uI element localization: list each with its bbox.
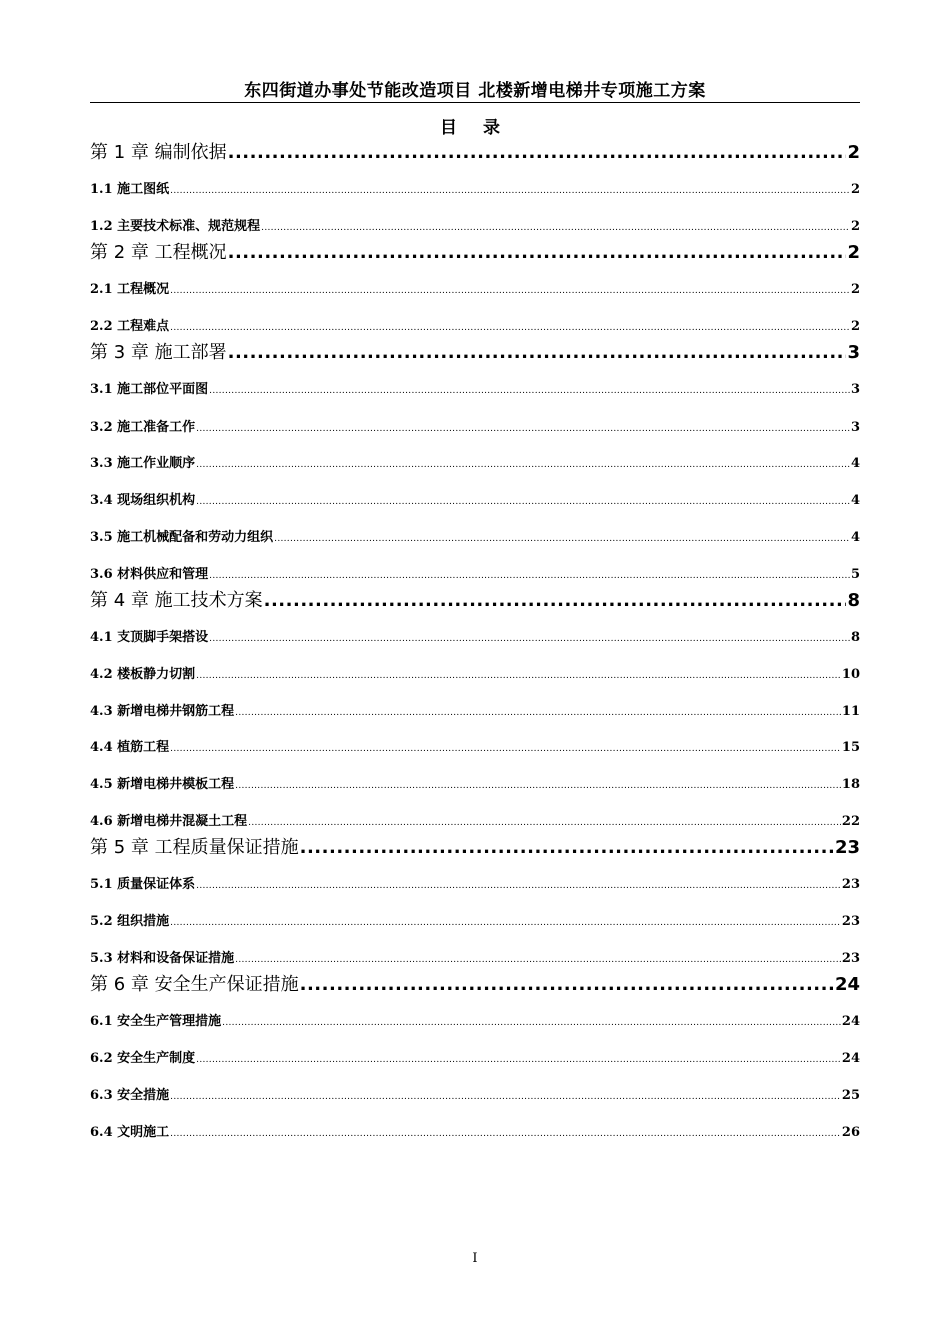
toc-section-entry[interactable] (90, 180, 860, 200)
toc-entry-page: 15 (841, 740, 860, 755)
toc-dot-leader (170, 913, 841, 933)
toc-chapter-entry[interactable] (90, 340, 860, 366)
toc-section-entry[interactable] (90, 628, 860, 648)
toc-entry-page: 11 (841, 704, 860, 719)
toc-entry-label: 第 2 章 工程概况 (90, 242, 227, 263)
toc-dot-leader (196, 1050, 841, 1070)
toc-entry-page: 23 (834, 837, 860, 858)
toc-entry-page: 23 (841, 951, 860, 966)
toc-dot-leader (209, 629, 850, 649)
toc-dot-leader (248, 813, 841, 833)
toc-dot-leader (274, 529, 850, 549)
toc-dot-leader (235, 703, 841, 723)
toc-chapter-entry[interactable] (90, 835, 860, 861)
toc-entry-page: 2 (850, 219, 860, 234)
toc-entry-label: 3.5 施工机械配备和劳动力组织 (90, 530, 274, 545)
toc-dot-leader (196, 419, 850, 439)
toc-dot-leader (170, 1124, 841, 1144)
toc-dot-leader (170, 181, 850, 201)
toc-section-entry[interactable] (90, 949, 860, 969)
toc-entry-label: 4.2 楼板静力切割 (90, 667, 196, 682)
toc-section-entry[interactable] (90, 1086, 860, 1106)
toc-dot-leader (170, 1087, 841, 1107)
toc-section-entry[interactable] (90, 217, 860, 237)
toc-dot-leader (235, 950, 841, 970)
toc-dot-leader (228, 240, 847, 266)
toc-entry-label: 5.1 质量保证体系 (90, 877, 196, 892)
toc-section-entry[interactable] (90, 912, 860, 932)
toc-entry-page: 5 (850, 567, 860, 582)
toc-dot-leader (170, 739, 841, 759)
toc-entry-label: 3.6 材料供应和管理 (90, 567, 209, 582)
toc-dot-leader (170, 281, 850, 301)
toc-entry-label: 6.4 文明施工 (90, 1125, 170, 1140)
toc-section-entry[interactable] (90, 280, 860, 300)
toc-entry-page: 4 (850, 493, 860, 508)
toc-dot-leader (228, 340, 847, 366)
toc-entry-label: 第 3 章 施工部署 (90, 342, 227, 363)
header-divider (90, 102, 860, 103)
toc-entry-page: 24 (841, 1051, 860, 1066)
toc-entry-label: 4.1 支顶脚手架搭设 (90, 630, 209, 645)
toc-section-entry[interactable] (90, 1012, 860, 1032)
toc-section-entry[interactable] (90, 565, 860, 585)
page-number: I (472, 1251, 478, 1266)
toc-entry-page: 4 (850, 456, 860, 471)
toc-entry-label: 第 4 章 施工技术方案 (90, 590, 263, 611)
toc-entry-page: 22 (841, 814, 860, 829)
toc-entry-label: 3.3 施工作业顺序 (90, 456, 196, 471)
toc-section-entry[interactable] (90, 738, 860, 758)
toc-dot-leader (235, 776, 841, 796)
toc-entry-label: 3.4 现场组织机构 (90, 493, 196, 508)
toc-dot-leader (264, 588, 847, 614)
toc-entry-label: 5.2 组织措施 (90, 914, 170, 929)
toc-entry-label: 6.1 安全生产管理措施 (90, 1014, 222, 1029)
toc-entry-label: 4.4 植筋工程 (90, 740, 170, 755)
toc-dot-leader (196, 876, 841, 896)
toc-dot-leader (209, 381, 850, 401)
toc-section-entry[interactable] (90, 1049, 860, 1069)
toc-entry-page: 23 (841, 914, 860, 929)
toc-entry-label: 4.5 新增电梯井模板工程 (90, 777, 235, 792)
toc-dot-leader (300, 835, 834, 861)
toc-entry-label: 5.3 材料和设备保证措施 (90, 951, 235, 966)
toc-entry-label: 3.1 施工部位平面图 (90, 382, 209, 397)
toc-entry-label: 第 5 章 工程质量保证措施 (90, 837, 299, 858)
toc-dot-leader (300, 972, 834, 998)
toc-entry-page: 8 (847, 590, 860, 611)
toc-dot-leader (222, 1013, 841, 1033)
toc-entry-label: 6.3 安全措施 (90, 1088, 170, 1103)
toc-section-entry[interactable] (90, 491, 860, 511)
toc-entry-label: 第 6 章 安全生产保证措施 (90, 974, 299, 995)
toc-section-entry[interactable] (90, 528, 860, 548)
toc-dot-leader (209, 566, 850, 586)
toc-dot-leader (261, 218, 850, 238)
toc-entry-page: 2 (850, 182, 860, 197)
toc-entry-label: 6.2 安全生产制度 (90, 1051, 196, 1066)
toc-entry-page: 2 (847, 142, 860, 163)
document-header-title: 东四街道办事处节能改造项目 北楼新增电梯井专项施工方案 (244, 81, 706, 101)
toc-chapter-entry[interactable] (90, 240, 860, 266)
toc-section-entry[interactable] (90, 454, 860, 474)
toc-dot-leader (196, 492, 850, 512)
toc-entry-label: 2.1 工程概况 (90, 282, 170, 297)
toc-entry-label: 4.6 新增电梯井混凝土工程 (90, 814, 248, 829)
toc-dot-leader (170, 318, 850, 338)
toc-entry-page: 18 (841, 777, 860, 792)
toc-entry-label: 4.3 新增电梯井钢筋工程 (90, 704, 235, 719)
toc-section-entry[interactable] (90, 775, 860, 795)
toc-entry-label: 1.1 施工图纸 (90, 182, 170, 197)
toc-section-entry[interactable] (90, 812, 860, 832)
toc-entry-page: 3 (847, 342, 860, 363)
toc-entry-page: 2 (850, 282, 860, 297)
toc-entry-page: 24 (841, 1014, 860, 1029)
toc-entry-page: 2 (850, 319, 860, 334)
toc-entry-page: 3 (850, 382, 860, 397)
toc-section-entry[interactable] (90, 702, 860, 722)
toc-section-entry[interactable] (90, 418, 860, 438)
toc-dot-leader (228, 140, 847, 166)
toc-section-entry[interactable] (90, 380, 860, 400)
toc-chapter-entry[interactable] (90, 972, 860, 998)
toc-section-entry[interactable] (90, 1123, 860, 1143)
toc-entry-page: 2 (847, 242, 860, 263)
toc-dot-leader (196, 455, 850, 475)
toc-entry-page: 25 (841, 1088, 860, 1103)
toc-entry-label: 1.2 主要技术标准、规范规程 (90, 219, 261, 234)
toc-title: 目 录 (440, 118, 510, 138)
toc-entry-page: 23 (841, 877, 860, 892)
toc-section-entry[interactable] (90, 665, 860, 685)
toc-entry-page: 4 (850, 530, 860, 545)
toc-dot-leader (196, 666, 841, 686)
toc-entry-label: 3.2 施工准备工作 (90, 420, 196, 435)
toc-entry-page: 24 (834, 974, 860, 995)
toc-entry-page: 8 (850, 630, 860, 645)
toc-entry-page: 26 (841, 1125, 860, 1140)
toc-section-entry[interactable] (90, 875, 860, 895)
toc-entry-page: 10 (841, 667, 860, 682)
toc-chapter-entry[interactable] (90, 588, 860, 614)
toc-section-entry[interactable] (90, 317, 860, 337)
toc-chapter-entry[interactable] (90, 140, 860, 166)
toc-entry-label: 第 1 章 编制依据 (90, 142, 227, 163)
toc-entry-page: 3 (850, 420, 860, 435)
toc-entry-label: 2.2 工程难点 (90, 319, 170, 334)
